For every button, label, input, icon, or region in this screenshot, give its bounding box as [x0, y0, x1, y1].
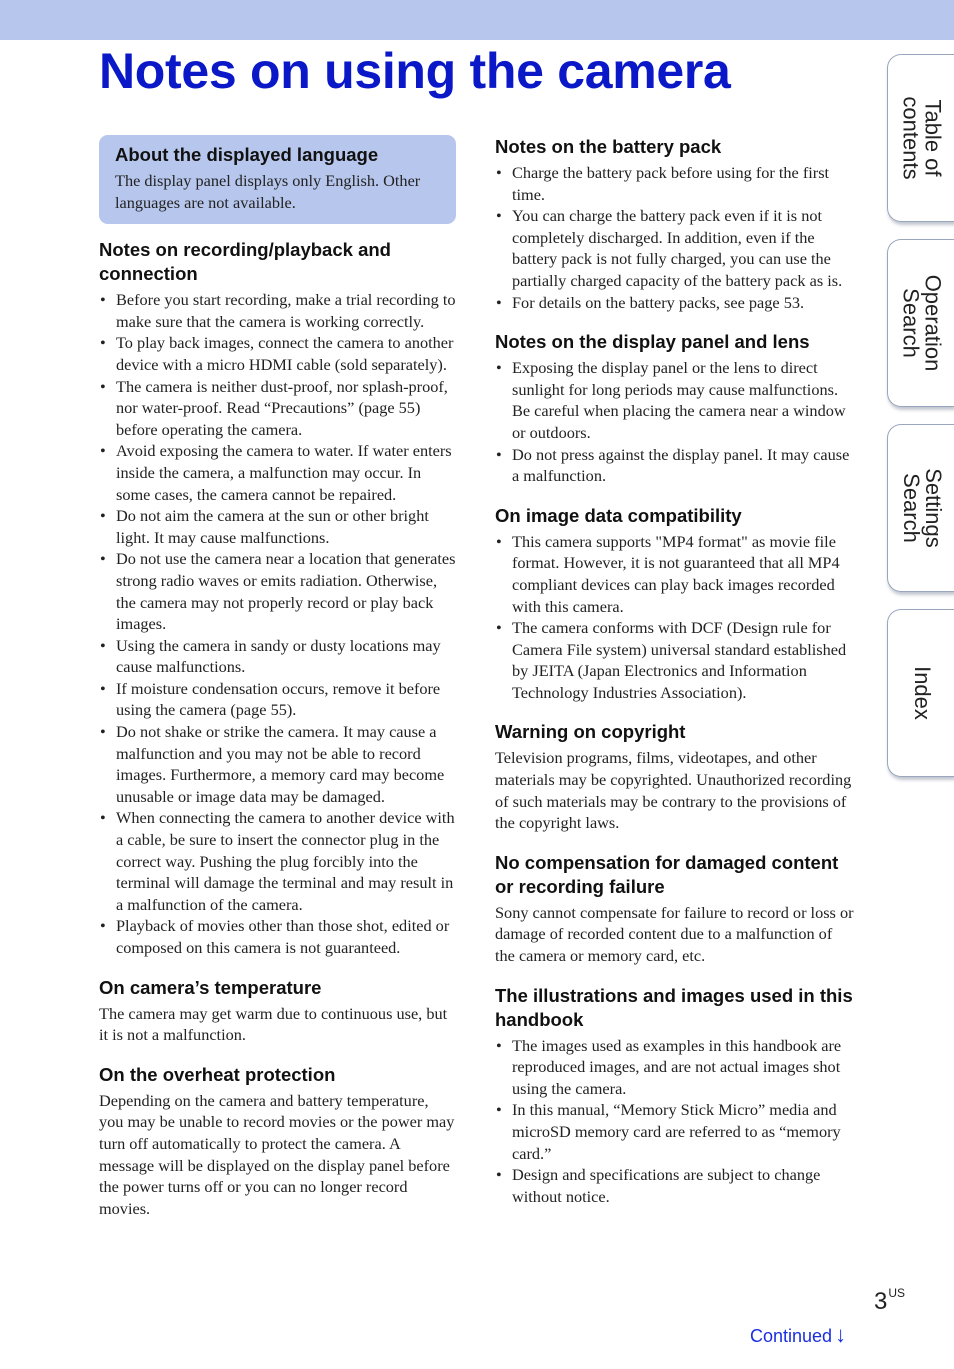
list-item: • Do not press against the display panel. It may cause a malfunction. — [495, 444, 855, 487]
header-band — [0, 0, 954, 40]
list-item: • When connecting the camera to another device with a cable, be sure to insert the connector plug in the correct way. Pushing the plug forcibly into the terminal will damage the terminal and may result in a malfunction of the camera. — [99, 807, 456, 915]
tab-index[interactable] — [887, 609, 954, 777]
list-item: • If moisture condensation occurs, remove it before using the camera (page 55). — [99, 678, 456, 721]
compensation-heading: No compensation for damaged content or recording failure — [495, 851, 839, 897]
overheat-heading: On the overheat protection — [99, 1063, 336, 1085]
display-list — [495, 357, 855, 487]
recording-list — [99, 289, 456, 958]
tab-label: Table of contents — [898, 96, 946, 180]
page-number-value: 3 — [874, 1288, 888, 1315]
list-item: • You can charge the battery pack even if it is not completely discharged. In addition, even if the battery pack is not fully charged, you can use the partially charged capacity of the battery pack as is. — [495, 205, 855, 291]
list-item: • Before you start recording, make a trial recording to make sure that the camera is working correctly. — [99, 289, 456, 332]
list-item: • For details on the battery packs, see page 53. — [495, 292, 855, 314]
recording-heading: Notes on recording/playback and connection — [99, 239, 391, 285]
compat-list — [495, 531, 855, 704]
compensation-text: Sony cannot compensate for failure to record or loss or damage of recorded content due to a malfunction of the camera or memory card, etc. — [495, 902, 854, 966]
display-section — [495, 330, 855, 487]
list-item: • To play back images, connect the camera to another device with a micro HDMI cable (sold separately). — [99, 332, 456, 375]
overheat-text: Depending on the camera and battery temperature, you may be unable to record movies or the power may turn off automatically to protect the camera. A message will be displayed on the display panel before the power turns off or you can no longer record movies. — [99, 1090, 455, 1218]
copyright-heading: Warning on copyright — [495, 721, 686, 743]
illustrations-section — [495, 984, 855, 1208]
overheat-section — [99, 1063, 456, 1220]
tab-label: Settings Search — [898, 468, 946, 548]
list-item: • Avoid exposing the camera to water. If water enters inside the camera, a malfunction may occur. In some cases, the camera cannot be repaired. — [99, 440, 456, 505]
list-item: • Do not shake or strike the camera. It may cause a malfunction and you may not be able to record images. Furthermore, a memory card may become unusable or image data may be damaged. — [99, 721, 456, 807]
temperature-heading: On camera’s temperature — [99, 976, 322, 998]
list-item: • Playback of movies other than those shot, edited or composed on this camera is not guaranteed. — [99, 915, 456, 958]
tab-label: Operation Search — [898, 274, 946, 372]
list-item: • The camera is neither dust-proof, nor splash-proof, nor water-proof. Read “Precautions” (page 55) before operating the camera. — [99, 376, 456, 441]
display-heading: Notes on the display panel and lens — [495, 331, 810, 353]
left-column — [99, 135, 456, 1236]
temperature-text: The camera may get warm due to continuous use, but it is not a malfunction. — [99, 1003, 448, 1045]
page-title: Notes on using the camera — [99, 43, 731, 99]
tab-operation-search[interactable] — [887, 239, 954, 407]
illustrations-list — [495, 1035, 855, 1208]
continued-link[interactable] — [750, 1322, 846, 1348]
compensation-section — [495, 851, 855, 967]
list-item: • Exposing the display panel or the lens to direct sunlight for long periods may cause malfunctions. Be careful when placing the camera near a window or outdoors. — [495, 357, 855, 443]
list-item: • Charge the battery pack before using for the first time. — [495, 162, 855, 205]
list-item: • Do not use the camera near a location that generates strong radio waves or emits radiation. Otherwise, the camera may not properly record or play back images. — [99, 548, 456, 634]
callout-heading: About the displayed language — [115, 144, 379, 165]
tab-label: Index — [909, 666, 935, 720]
list-item: • In this manual, “Memory Stick Micro” media and microSD memory card are referred to as “memory card.” — [495, 1099, 855, 1164]
battery-list — [495, 162, 855, 313]
callout-text: The display panel displays only English. Other languages are not available. — [115, 171, 421, 212]
list-item: • Do not aim the camera at the sun or other bright light. It may cause malfunctions. — [99, 505, 456, 548]
tab-settings-search[interactable] — [887, 424, 954, 592]
compat-section — [495, 504, 855, 704]
page-number-suffix: US — [888, 1286, 906, 1300]
list-item: • The camera conforms with DCF (Design rule for Camera File system) universal standard established by JEITA (Japan Electronics and Information Technology Industries Association). — [495, 617, 855, 703]
list-item: • The images used as examples in this handbook are reproduced images, and are not actual images shot using the camera. — [495, 1035, 855, 1100]
continued-label: Continued — [750, 1326, 833, 1346]
battery-heading: Notes on the battery pack — [495, 136, 722, 157]
compat-heading: On image data compatibility — [495, 504, 742, 526]
temperature-section — [99, 976, 456, 1046]
recording-section — [99, 238, 456, 958]
list-item: • Using the camera in sandy or dusty locations may cause malfunctions. — [99, 635, 456, 678]
down-arrow-icon: ↓ — [835, 1322, 847, 1347]
language-callout — [99, 135, 456, 224]
tab-table-of-contents[interactable] — [887, 54, 954, 222]
illustrations-heading: The illustrations and images used in this handbook — [495, 984, 853, 1030]
copyright-section — [495, 720, 855, 833]
battery-section — [495, 135, 855, 313]
list-item: • This camera supports "MP4 format" as movie file format. However, it is not guaranteed that all MP4 compliant devices can play back images recorded with this camera. — [495, 531, 855, 617]
page-number — [874, 1288, 905, 1316]
list-item: • Design and specifications are subject to change without notice. — [495, 1164, 855, 1207]
right-column — [495, 135, 855, 1224]
copyright-text: Television programs, films, videotapes, and other materials may be copyrighted. Unauthorized recording of such materials may be contrary to the provisions of the copyright laws. — [495, 748, 852, 833]
